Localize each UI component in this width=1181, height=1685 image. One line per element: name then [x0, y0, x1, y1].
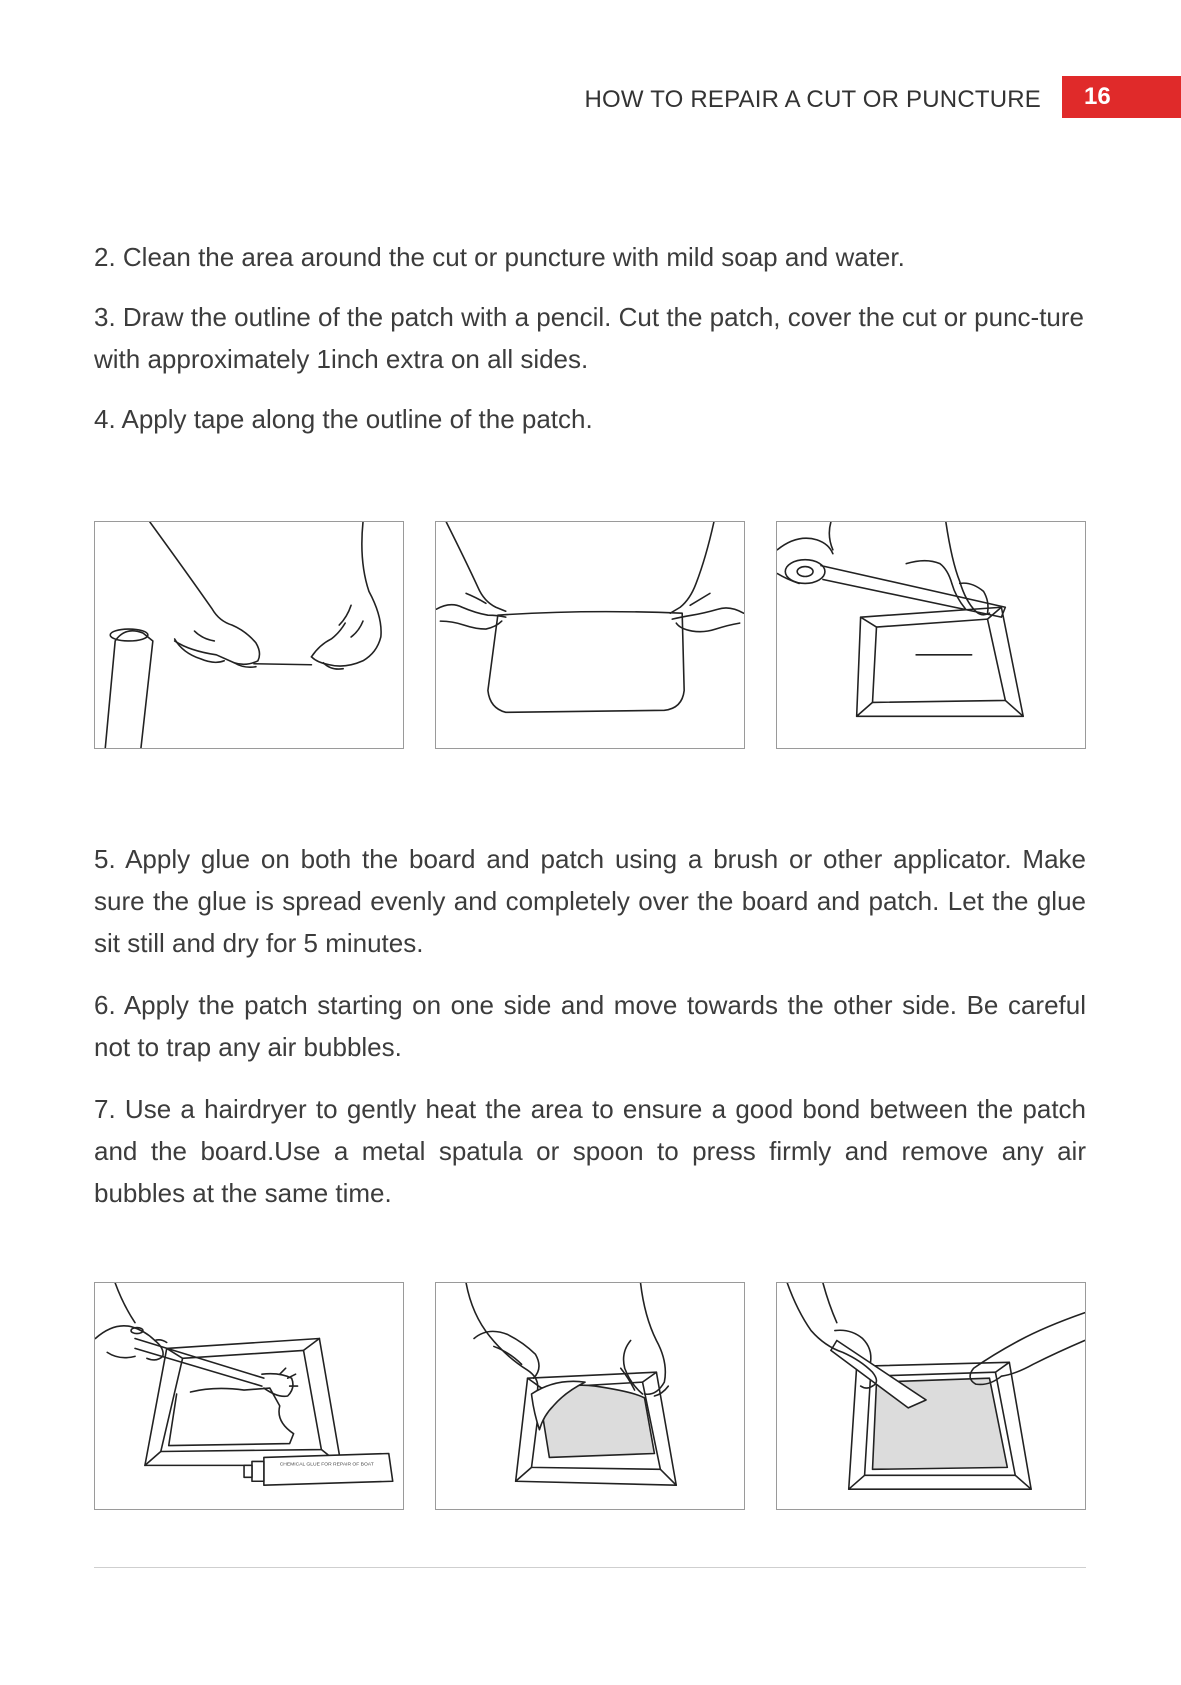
press-patch-drawing [777, 1283, 1085, 1509]
step-4-text: 4. Apply tape along the outline of the patch. [94, 404, 593, 434]
step-6-text: 6. Apply the patch starting on one side and move towards the other side. Be careful not to trap any air bubbles. [94, 990, 1086, 1062]
step-3-text: 3. Draw the outline of the patch with a pencil. Cut the patch, cover the cut or punc-ture with approximately 1inch extra on all sides. [94, 302, 1084, 374]
illustration-cut-patch [94, 521, 404, 749]
illustration-brush-glue [94, 1282, 404, 1510]
section-title: HOW TO REPAIR A CUT OR PUNCTURE [584, 86, 1041, 113]
illustration-press-patch [776, 1282, 1086, 1510]
step-7-text: 7. Use a hairdryer to gently heat the area to ensure a good bond between the patch and the board.Use a metal spatula or spoon to press firmly and remove any air bubbles at the same time. [94, 1094, 1086, 1208]
illustration-apply-patch [435, 1282, 745, 1510]
step-5-text: 5. Apply glue on both the board and patch using a brush or other applicator. Make sure the glue is spread evenly and completely over the board and patch. Let the glue sit still and dry for 5 minutes. [94, 844, 1086, 958]
brush-glue-drawing [95, 1283, 403, 1509]
illustration-hold-patch [435, 521, 745, 749]
illustration-tape-outline [776, 521, 1086, 749]
glue-tube-label: CHEMICAL GLUE FOR REPAIR OF BOAT [279, 1462, 374, 1468]
apply-patch-drawing [436, 1283, 744, 1509]
footer-divider [94, 1567, 1086, 1568]
step-2-text: 2. Clean the area around the cut or puncture with mild soap and water. [94, 242, 905, 272]
cut-patch-drawing [95, 522, 403, 748]
hold-patch-drawing [436, 522, 744, 748]
page-number-badge: 16 [1062, 76, 1181, 118]
tape-outline-drawing [777, 522, 1085, 748]
